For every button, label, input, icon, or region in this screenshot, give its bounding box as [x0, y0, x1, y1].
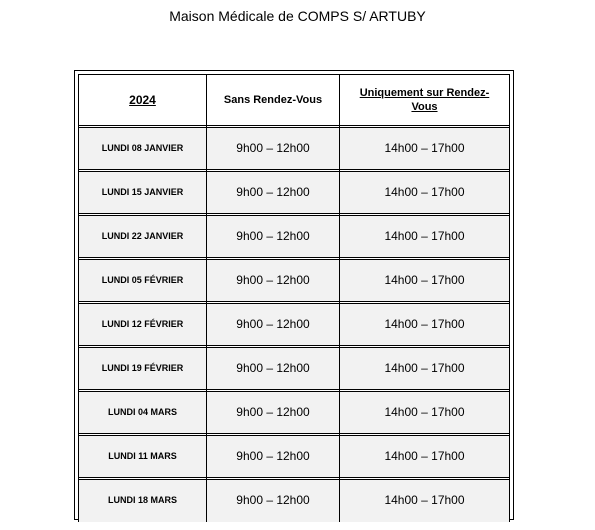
date-cell: LUNDI 12 FÉVRIER — [78, 301, 206, 345]
header-appointment-only — [339, 74, 510, 125]
walk-in-hours-cell: 9h00 – 12h00 — [206, 477, 339, 522]
schedule-table — [78, 74, 510, 522]
header-year — [78, 74, 206, 125]
appointment-only-label: Uniquement sur Rendez-Vous — [359, 87, 490, 113]
page-title: Maison Médicale de COMPS S/ ARTUBY — [169, 8, 426, 24]
table-row — [78, 257, 510, 301]
date-cell: LUNDI 22 JANVIER — [78, 213, 206, 257]
schedule-table-frame — [74, 70, 514, 520]
table-row — [78, 213, 510, 257]
header-walk-in: Sans Rendez-Vous — [206, 74, 339, 125]
table-row — [78, 433, 510, 477]
walk-in-hours-cell: 9h00 – 12h00 — [206, 257, 339, 301]
table-row — [78, 389, 510, 433]
date-cell: LUNDI 04 MARS — [78, 389, 206, 433]
table-row — [78, 169, 510, 213]
walk-in-hours-cell: 9h00 – 12h00 — [206, 213, 339, 257]
appointment-hours-cell: 14h00 – 17h00 — [339, 389, 510, 433]
date-cell: LUNDI 15 JANVIER — [78, 169, 206, 213]
walk-in-hours-cell: 9h00 – 12h00 — [206, 389, 339, 433]
walk-in-hours-cell: 9h00 – 12h00 — [206, 169, 339, 213]
year-label: 2024 — [129, 92, 156, 107]
date-cell: LUNDI 05 FÉVRIER — [78, 257, 206, 301]
appointment-hours-cell: 14h00 – 17h00 — [339, 257, 510, 301]
appointment-hours-cell: 14h00 – 17h00 — [339, 213, 510, 257]
appointment-hours-cell: 14h00 – 17h00 — [339, 169, 510, 213]
date-cell: LUNDI 08 JANVIER — [78, 125, 206, 169]
table-row — [78, 301, 510, 345]
appointment-hours-cell: 14h00 – 17h00 — [339, 477, 510, 522]
appointment-hours-cell: 14h00 – 17h00 — [339, 433, 510, 477]
appointment-hours-cell: 14h00 – 17h00 — [339, 125, 510, 169]
walk-in-hours-cell: 9h00 – 12h00 — [206, 301, 339, 345]
table-header-row — [78, 74, 510, 125]
walk-in-hours-cell: 9h00 – 12h00 — [206, 125, 339, 169]
appointment-hours-cell: 14h00 – 17h00 — [339, 345, 510, 389]
table-row — [78, 345, 510, 389]
table-row — [78, 125, 510, 169]
appointment-hours-cell: 14h00 – 17h00 — [339, 301, 510, 345]
date-cell: LUNDI 18 MARS — [78, 477, 206, 522]
date-cell: LUNDI 19 FÉVRIER — [78, 345, 206, 389]
schedule-body — [78, 125, 510, 522]
walk-in-hours-cell: 9h00 – 12h00 — [206, 345, 339, 389]
walk-in-hours-cell: 9h00 – 12h00 — [206, 433, 339, 477]
date-cell: LUNDI 11 MARS — [78, 433, 206, 477]
table-row — [78, 477, 510, 522]
